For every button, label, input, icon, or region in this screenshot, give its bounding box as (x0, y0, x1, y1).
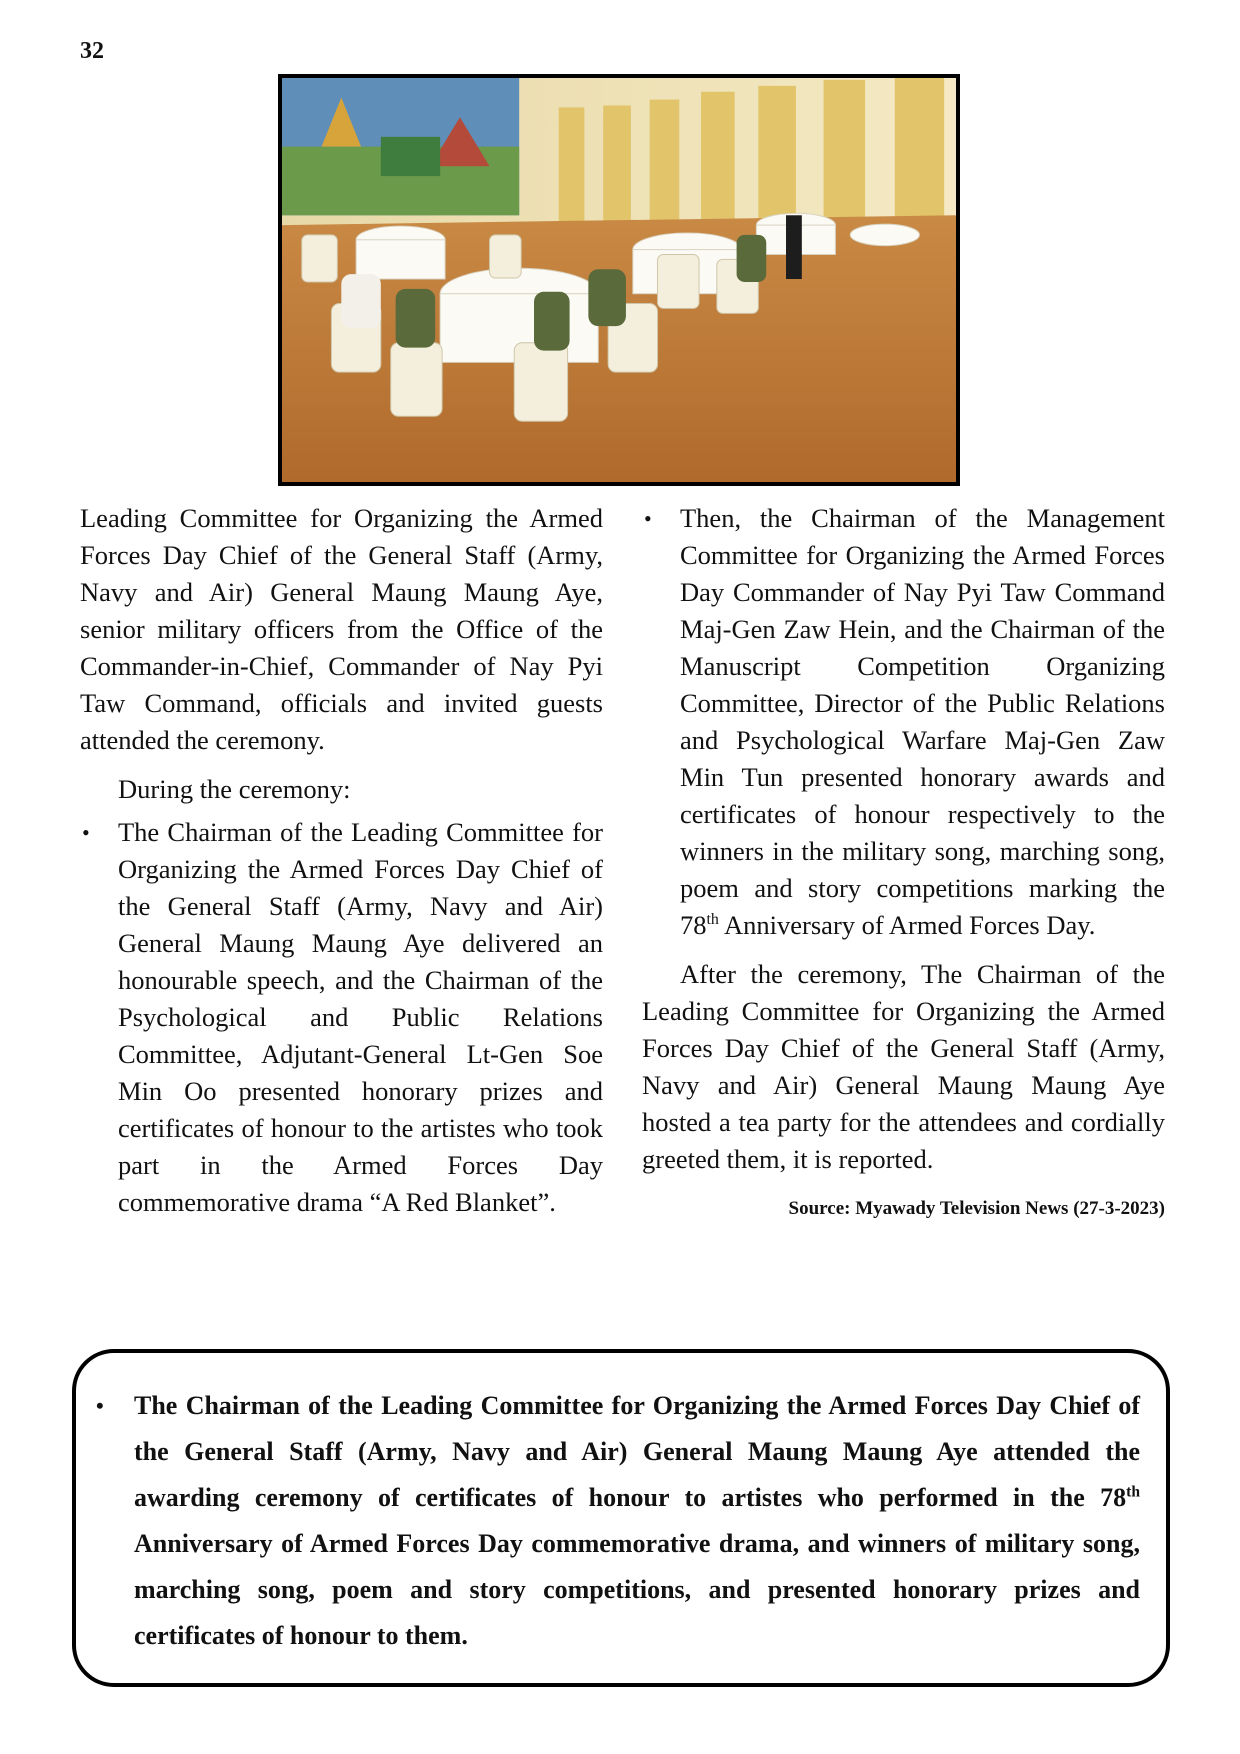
ceremony-photo (278, 74, 960, 486)
intro-paragraph: Leading Committee for Organizing the Armed Forces Day Chief of the General Staff (Army, Navy and Air) General Maung Maung Aye, senior military officers from the Office of the Commander-in-Chief, Commander of Nay Pyi Taw Command, officials and invited guests attended the ceremony. (80, 503, 603, 755)
bullet-text-b: Anniversary of Armed Forces Day. (718, 910, 1096, 940)
closing-paragraph: After the ceremony, The Chairman of the Leading Committee for Organizing the Armed Forces Day Chief of the General Staff (Army, Navy and Air) General Maung Maung Aye hosted a tea party for the attendees and cordially greeted them, it is reported. (642, 959, 1165, 1174)
right-column (642, 500, 1165, 1227)
bullet-item-awards (642, 500, 1165, 944)
bullet-icon: • (82, 820, 90, 845)
superscript: th (1126, 1483, 1140, 1501)
page-number: 32 (80, 38, 104, 64)
bullet-text-a: Then, the Chairman of the Management Committee for Organizing the Armed Forces Day Commander of Nay Pyi Taw Command Maj-Gen Zaw Hein, and the Chairman of the Manuscript Competition Organizing Committee, Director of the Public Relations and Psychological Warfare Maj-Gen Zaw Min Tun presented honorary awards and certificates of honour respectively to the winners in the military song, marching song, poem and story competitions marking the 78 (680, 503, 1165, 940)
during-ceremony-paragraph: During the ceremony: (118, 774, 351, 804)
bullet-text: The Chairman of the Leading Committee for Organizing the Armed Forces Day Chief of the General Staff (Army, Navy and Air) General Maung Maung Aye delivered an honourable speech, and the Chairman of the Psychological and Public Relations Committee, Adjutant-General Lt-Gen Soe Min Oo presented honorary prizes and certificates of honour to the artistes who took part in the Armed Forces Day commemorative drama “A Red Blanket”. (118, 817, 603, 1217)
highlight-box (72, 1349, 1170, 1687)
bullet-item-speech (80, 814, 603, 1221)
highlight-text (96, 1383, 1140, 1659)
bullet-icon: • (644, 506, 652, 531)
highlight-text-b: Anniversary of Armed Forces Day commemorative drama, and winners of military song, marching song, poem and story competitions, and presented honorary prizes and certificates of honour to them. (134, 1529, 1140, 1650)
highlight-text-a: The Chairman of the Leading Committee for Organizing the Armed Forces Day Chief of the General Staff (Army, Navy and Air) General Maung Maung Aye attended the awarding ceremony of certificates of honour to artistes who performed in the 78 (134, 1391, 1140, 1512)
source-citation: Source: Myawady Television News (27-3-2023) (788, 1198, 1165, 1219)
bullet-icon: • (96, 1393, 104, 1418)
left-column (80, 500, 603, 1221)
superscript: th (706, 911, 719, 929)
